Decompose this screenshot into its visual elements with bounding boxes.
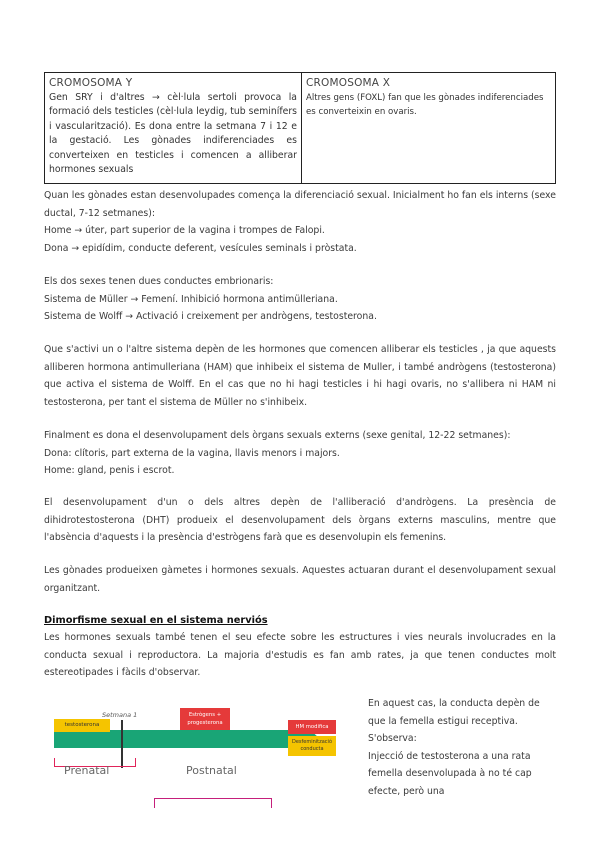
testosterone-box: testosterona [54, 719, 110, 732]
section-heading: Dimorfisme sexual en el sistema nerviós [44, 615, 268, 626]
defeminization-box: Desfeminització conducta [288, 736, 336, 756]
side-text [368, 695, 558, 800]
text-line: S'observa: [368, 733, 417, 744]
text-line: Sistema de Wolff → Activació i creixement per andrògens, testosterona. [44, 311, 377, 322]
text-line: Sistema de Müller → Femení. Inhibició hormona antimülleriana. [44, 293, 338, 305]
text-line: Dona → epidídim, conducte deferent, vesícules seminals i pròstata. [44, 242, 357, 254]
text-line: Injecció de testosterona a una rata femella desenvolupada à no té cap efecte, però una [368, 750, 532, 797]
text-block: Les hormones sexuals també tenen el seu efecte sobre les estructures i vies neurals involucrades en la conducta sexual i reproductora. La majoria d'estudis es fan amb rates, ja que tenen conductes molt estereotipades i fàcils d'observar. [44, 632, 556, 678]
chromosome-y-text: Gen SRY i d'altres → cèl·lula sertoli provoca la formació dels testicles (cèl·lula leydig, tub seminífers i vascularització). Es dona entre la setmana 7 i 12 e la gestació. Les gònades indiferenciades es converteixen en testicles i comencen a alliberar hormones sexuals [49, 91, 297, 175]
text-line: En aquest cas, la conducta depèn de que la femella estigui receptiva. [368, 698, 540, 727]
chromosome-x-text: Altres gens (FOXL) fan que les gònades indiferenciades es converteixin en ovaris. [306, 92, 544, 117]
text-block: El desenvolupament d'un o dels altres depèn de l'alliberació d'andrògens. La presència de dihidrotestosterona (DHT) produeix el desenvolupament dels òrgans externs masculins, mentre que l'absència d'aquests i la presència d'estrògens farà que es desenvolupin els femenins. [44, 497, 556, 543]
chromosome-y-cell [45, 73, 302, 184]
text-line: Els dos sexes tenen dues conductes embrionaris: [44, 276, 274, 287]
estrogen-box: Estrògens + progesterona [180, 708, 230, 730]
paragraph-internal-differentiation [44, 187, 556, 257]
paragraph-hormones-systems [44, 341, 556, 411]
text-block: Que s'activi un o l'altre sistema depèn de les hormones que comencen alliberar els testicles , ja que aquests alliberen hormona antimulleriana (HAM) que inhibeix el sistema de Muller, i també andrògens (testosterona) que activa el sistema de Wolff. En el cas que no hi hagi testicles i hi hagi ovaris, no s'allibera ni HAM ni testosterona, per tant el sistema de Müller no s'inhibeix. [44, 344, 556, 408]
text-line: Home → úter, part superior de la vagina i trompes de Falopi. [44, 225, 325, 236]
paragraph-gonads [44, 562, 556, 597]
chromosome-x-cell [302, 73, 556, 184]
text-block: Les gònades produeixen gàmetes i hormones sexuals. Aquestes actuaran durant el desenvolupament sexual organitzant. [44, 565, 556, 594]
chromosome-table [44, 72, 556, 184]
paragraph-external-organs [44, 427, 556, 480]
chromosome-x-heading: CROMOSOMA X [306, 77, 391, 89]
timeline-arrow [54, 730, 306, 748]
week-label: Setmana 1 [102, 711, 138, 719]
text-line: Home: gland, penis i escrot. [44, 465, 175, 476]
text-line: Finalment es dona el desenvolupament dels òrgans sexuals externs (sexe genital, 12-22 setmanes): [44, 430, 511, 441]
paragraph-embryonic-ducts [44, 273, 556, 326]
paragraph-nervous-system [44, 629, 556, 682]
text-line: Quan les gònades estan desenvolupades comença la diferenciació sexual. Inicialment ho fan els interns (sexe ductal, 7-12 setmanes): [44, 190, 556, 219]
development-timeline-diagram [40, 700, 362, 812]
chromosome-y-heading: CROMOSOMA Y [49, 77, 133, 89]
postnatal-bracket [154, 798, 272, 808]
text-line: Dona: clítoris, part externa de la vagina, llavis menors i majors. [44, 447, 340, 459]
postnatal-label: Postnatal [186, 764, 237, 777]
paragraph-androgens [44, 494, 556, 547]
hm-box: HM modifica [288, 720, 336, 734]
prenatal-label: Prenatal [64, 764, 110, 777]
